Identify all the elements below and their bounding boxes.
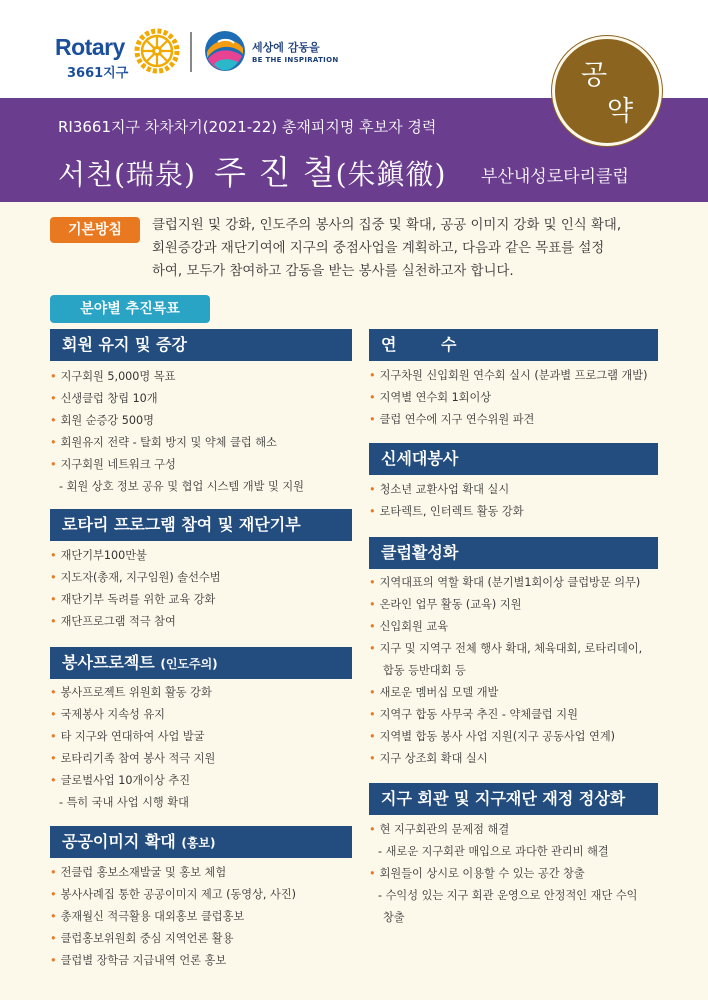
- logo-divider: [190, 32, 192, 72]
- training-list: [369, 365, 647, 431]
- section-subtitle: (인도주의): [160, 657, 218, 671]
- campaign-mark-icon: [204, 30, 246, 72]
- public-image-list: [50, 862, 296, 972]
- section-title: 연 수: [381, 335, 457, 354]
- hall-list: [369, 819, 637, 929]
- list-item: • 클럽홍보위원회 중심 지역언론 활용: [50, 932, 234, 945]
- service-list: [50, 682, 215, 814]
- club-list: [369, 572, 642, 770]
- list-item: • 클럽별 장학금 지급내역 언론 홍보: [50, 954, 227, 967]
- list-item: • 지구회원 5,000명 목표: [50, 370, 176, 383]
- list-item: • 로타리기족 참여 봉사 적극 지원: [50, 752, 216, 765]
- section-title: 봉사프로젝트: [62, 653, 155, 672]
- list-item: • 글로벌사업 10개이상 추진: [50, 774, 191, 787]
- name-main: 주 진 철: [213, 153, 336, 192]
- list-subitem: - 새로운 지구회관 매입으로 과다한 관리비 해결: [378, 845, 609, 858]
- section-subtitle: (홍보): [181, 836, 216, 850]
- list-item-continued: 합동 등반대회 등: [383, 664, 466, 677]
- list-item: • 현 지구회관의 문제점 해결: [369, 823, 510, 836]
- section-title: 클럽활성화: [381, 543, 459, 562]
- new-gen-list: [369, 479, 524, 523]
- club-name: 부산내성로타리클럽: [481, 167, 629, 187]
- list-item: • 지역구 합동 사무국 추진 - 약체클럽 지원: [369, 708, 578, 721]
- section-header-new-gen: [369, 443, 658, 475]
- list-item: • 재단기부 독려를 위한 교육 강화: [50, 593, 216, 606]
- policy-line: 회원증강과 재단기여에 지구의 중점사업을 계획하고, 다음과 같은 목표를 설정: [152, 241, 605, 256]
- list-item: • 회원들이 상시로 이용할 수 있는 공간 창출: [369, 867, 585, 880]
- campaign-slogan-en: BE THE INSPIRATION: [252, 55, 339, 64]
- membership-list: [50, 366, 304, 498]
- list-item: • 신입회원 교육: [369, 620, 449, 633]
- section-title: 로타리 프로그램 참여 및 재단기부: [62, 515, 301, 534]
- list-item: • 전클럽 홍보소재발굴 및 홍보 체험: [50, 866, 227, 879]
- rotary-wheel-icon: [134, 28, 180, 74]
- list-item: • 새로운 멤버십 모델 개발: [369, 686, 499, 699]
- list-item: • 지역별 합동 봉사 사업 지원(지구 공동사업 연계): [369, 730, 616, 743]
- list-subitem: - 회원 상호 정보 공유 및 협업 시스템 개발 및 지원: [59, 480, 304, 493]
- section-header-training: [369, 329, 658, 361]
- section-header-hall: [369, 783, 658, 815]
- pen-name: 서천(瑞泉): [58, 158, 196, 191]
- basic-policy-text: [152, 214, 672, 283]
- list-item: • 청소년 교환사업 확대 실시: [369, 483, 510, 496]
- list-item: • 신생클럽 창립 10개: [50, 392, 158, 405]
- list-item: • 지구차원 신입회원 연수회 실시 (분과별 프로그램 개발): [369, 369, 648, 382]
- list-item: • 지도자(총재, 지구임원) 솔선수범: [50, 571, 221, 584]
- list-item: • 클럽 연수에 지구 연수위원 파견: [369, 413, 535, 426]
- section-title: 신세대봉사: [381, 449, 459, 468]
- section-header-club: [369, 537, 658, 569]
- list-item: • 봉사사례집 통한 공공이미지 제고 (동영상, 사진): [50, 888, 297, 901]
- campaign-slogan-kr: 세상에 감동을: [252, 40, 320, 54]
- policy-line: 하여, 모두가 참여하고 감동을 받는 봉사를 실천하고자 합니다.: [152, 264, 514, 279]
- list-item: • 재단프로그램 적극 참여: [50, 615, 176, 628]
- list-item: • 총재월신 적극활용 대외홍보 클럽홍보: [50, 910, 245, 923]
- list-item: • 로타렉트, 인터렉트 활동 강화: [369, 505, 524, 518]
- list-subitem: - 수익성 있는 지구 회관 운영으로 안정적인 재단 수익: [378, 889, 638, 902]
- list-item: • 지역별 연수회 1회이상: [369, 391, 492, 404]
- section-title: 공공이미지 확대: [62, 832, 176, 851]
- basic-policy-tag: 기본방침: [50, 217, 140, 243]
- rotary-wordmark: Rotary: [55, 34, 125, 60]
- list-item: • 지구 상조회 확대 실시: [369, 752, 488, 765]
- policy-line: 클럽지원 및 강화, 인도주의 봉사의 집중 및 확대, 공공 이미지 강화 및 인식 확대,: [152, 218, 622, 233]
- list-item: • 지구회원 네트워크 구성: [50, 458, 176, 471]
- seal-char-1: 공: [581, 60, 608, 91]
- section-title: 회원 유지 및 증강: [62, 335, 187, 354]
- campaign-logo: [204, 30, 339, 72]
- section-header-membership: [50, 329, 352, 361]
- section-header-service: [50, 647, 352, 679]
- section-title: 지구 회관 및 지구재단 재정 정상화: [381, 789, 626, 808]
- list-item: • 회원유지 전략 - 탈회 방지 및 약체 클럽 해소: [50, 436, 277, 449]
- rotary-logo: [55, 34, 128, 81]
- seal-char-2: 약: [607, 96, 634, 127]
- section-header-foundation: [50, 509, 352, 541]
- goals-tag: 분야별 추진목표: [50, 295, 210, 323]
- list-item: • 지역대표의 역할 확대 (분기별1회이상 클럽방문 의무): [369, 576, 641, 589]
- list-item: • 온라인 업무 활동 (교육) 지원: [369, 598, 522, 611]
- district-label: 3661지구: [67, 66, 129, 81]
- candidate-name: [58, 147, 446, 194]
- list-item: • 지구 및 지역구 전체 행사 확대, 체육대회, 로타리데이,: [369, 642, 643, 655]
- list-item: • 회원 순증강 500명: [50, 414, 154, 427]
- list-subitem: - 특히 국내 사업 시행 확대: [59, 796, 189, 809]
- section-header-public-image: [50, 826, 352, 858]
- list-item: • 타 지구와 연대하여 사업 발굴: [50, 730, 205, 743]
- list-item-continued: 창출: [383, 911, 405, 924]
- list-item: • 봉사프로젝트 위원회 활동 강화: [50, 686, 212, 699]
- pledge-seal: [552, 36, 662, 146]
- list-item: • 재단기부100만불: [50, 549, 147, 562]
- name-hanja: (朱鎭徹): [335, 158, 447, 191]
- foundation-list: [50, 545, 221, 633]
- candidate-career: RI3661지구 차차차기(2021-22) 총재피지명 후보자 경력: [58, 118, 437, 136]
- list-item: • 국제봉사 지속성 유지: [50, 708, 165, 721]
